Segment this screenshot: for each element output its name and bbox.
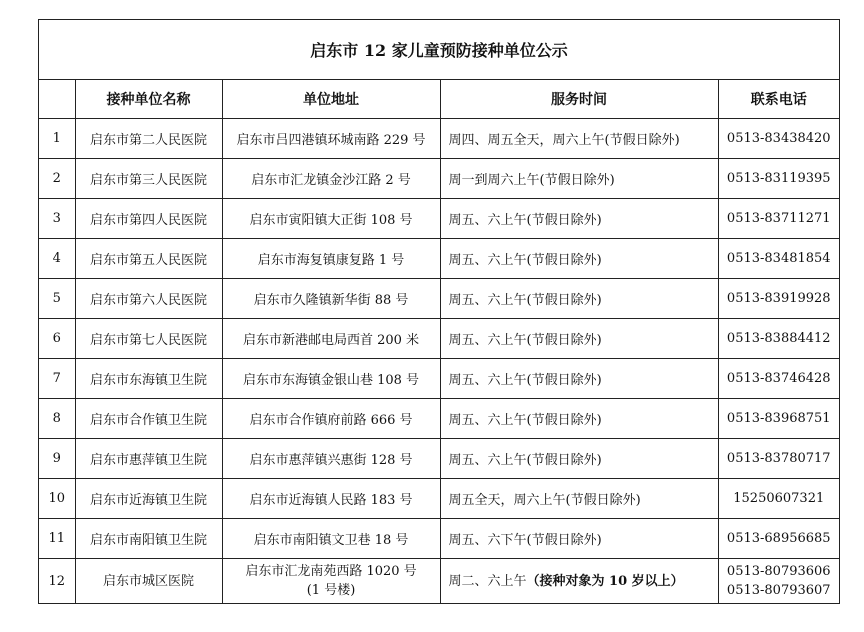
table-title: 启东市 12 家儿童预防接种单位公示: [39, 20, 839, 80]
unit-name: 启东市东海镇卫生院: [75, 359, 222, 399]
phone-number-1: 0513-80793606: [726, 564, 831, 579]
phone-number: 0513-68956685: [718, 519, 839, 559]
unit-name: 启东市合作镇卫生院: [75, 399, 222, 439]
row-number: 4: [39, 239, 75, 279]
unit-name: 启东市第二人民医院: [75, 119, 222, 159]
phone-number: 0513-83711271: [718, 199, 839, 239]
unit-address: 启东市惠萍镇兴惠街 128 号: [222, 439, 440, 479]
row-number: 6: [39, 319, 75, 359]
vaccination-sites-table: [39, 20, 839, 603]
unit-address-line-1: 启东市汇龙南苑西路 1020 号: [245, 564, 417, 579]
row-number: 3: [39, 199, 75, 239]
service-hours: 周五、六上午(节假日除外): [440, 279, 718, 319]
unit-address: 启东市南阳镇文卫巷 18 号: [222, 519, 440, 559]
phone-number: 0513-83481854: [718, 239, 839, 279]
unit-address: [222, 559, 440, 604]
unit-address: 启东市汇龙镇金沙江路 2 号: [222, 159, 440, 199]
unit-address: 启东市吕四港镇环城南路 229 号: [222, 119, 440, 159]
service-hours-note: （接种对象为 10 岁以上）: [526, 573, 684, 589]
unit-address: 启东市久隆镇新华街 88 号: [222, 279, 440, 319]
table-row: [39, 159, 839, 199]
service-hours: 周五全天，周六上午(节假日除外): [440, 479, 718, 519]
unit-address: 启东市寅阳镇大正街 108 号: [222, 199, 440, 239]
phone-number: [718, 559, 839, 604]
row-number: 2: [39, 159, 75, 199]
phone-number: 15250607321: [718, 479, 839, 519]
service-hours: 周五、六上午(节假日除外): [440, 359, 718, 399]
vaccination-sites-table-document: [38, 19, 840, 604]
table-row: [39, 439, 839, 479]
service-hours: [440, 559, 718, 604]
phone-number-2: 0513-80793607: [726, 583, 831, 598]
row-number: 8: [39, 399, 75, 439]
row-number: 1: [39, 119, 75, 159]
service-hours-text: 周二、六上午: [448, 573, 527, 589]
table-row: [39, 399, 839, 439]
unit-address: 启东市合作镇府前路 666 号: [222, 399, 440, 439]
unit-address: 启东市东海镇金银山巷 108 号: [222, 359, 440, 399]
table-row: [39, 279, 839, 319]
row-number: 7: [39, 359, 75, 399]
table-row: [39, 359, 839, 399]
table-row: [39, 199, 839, 239]
unit-address: 启东市新港邮电局西首 200 米: [222, 319, 440, 359]
unit-address: 启东市海复镇康复路 1 号: [222, 239, 440, 279]
phone-number: 0513-83884412: [718, 319, 839, 359]
header-unit-name: 接种单位名称: [75, 80, 222, 119]
service-hours: 周五、六下午(节假日除外): [440, 519, 718, 559]
header-address: 单位地址: [222, 80, 440, 119]
phone-number: 0513-83746428: [718, 359, 839, 399]
row-number: 9: [39, 439, 75, 479]
row-number: 12: [39, 559, 75, 604]
unit-name: 启东市第三人民医院: [75, 159, 222, 199]
phone-number: 0513-83438420: [718, 119, 839, 159]
table-row: [39, 519, 839, 559]
header-row: [39, 80, 839, 119]
unit-name: 启东市城区医院: [75, 559, 222, 604]
unit-name: 启东市近海镇卫生院: [75, 479, 222, 519]
unit-name: 启东市第七人民医院: [75, 319, 222, 359]
service-hours: 周五、六上午(节假日除外): [440, 199, 718, 239]
phone-number: 0513-83919928: [718, 279, 839, 319]
row-number: 11: [39, 519, 75, 559]
table-row: [39, 119, 839, 159]
header-index: [39, 80, 75, 119]
service-hours: 周一到周六上午(节假日除外): [440, 159, 718, 199]
service-hours: 周五、六上午(节假日除外): [440, 319, 718, 359]
unit-name: 启东市第五人民医院: [75, 239, 222, 279]
service-hours: 周五、六上午(节假日除外): [440, 399, 718, 439]
phone-number: 0513-83968751: [718, 399, 839, 439]
service-hours: 周五、六上午(节假日除外): [440, 239, 718, 279]
unit-name: 启东市第六人民医院: [75, 279, 222, 319]
unit-name: 启东市南阳镇卫生院: [75, 519, 222, 559]
title-row: [39, 20, 839, 80]
table-row: [39, 479, 839, 519]
table-row: [39, 239, 839, 279]
unit-address-line-2: (1 号楼): [306, 583, 356, 598]
phone-number: 0513-83780717: [718, 439, 839, 479]
unit-name: 启东市惠萍镇卫生院: [75, 439, 222, 479]
row-number: 10: [39, 479, 75, 519]
service-hours: 周四、周五全天，周六上午(节假日除外): [440, 119, 718, 159]
service-hours: 周五、六上午(节假日除外): [440, 439, 718, 479]
unit-address: 启东市近海镇人民路 183 号: [222, 479, 440, 519]
phone-number: 0513-83119395: [718, 159, 839, 199]
row-number: 5: [39, 279, 75, 319]
unit-name: 启东市第四人民医院: [75, 199, 222, 239]
header-phone: 联系电话: [718, 80, 839, 119]
table-row: [39, 559, 839, 604]
table-row: [39, 319, 839, 359]
header-service-hours: 服务时间: [440, 80, 718, 119]
